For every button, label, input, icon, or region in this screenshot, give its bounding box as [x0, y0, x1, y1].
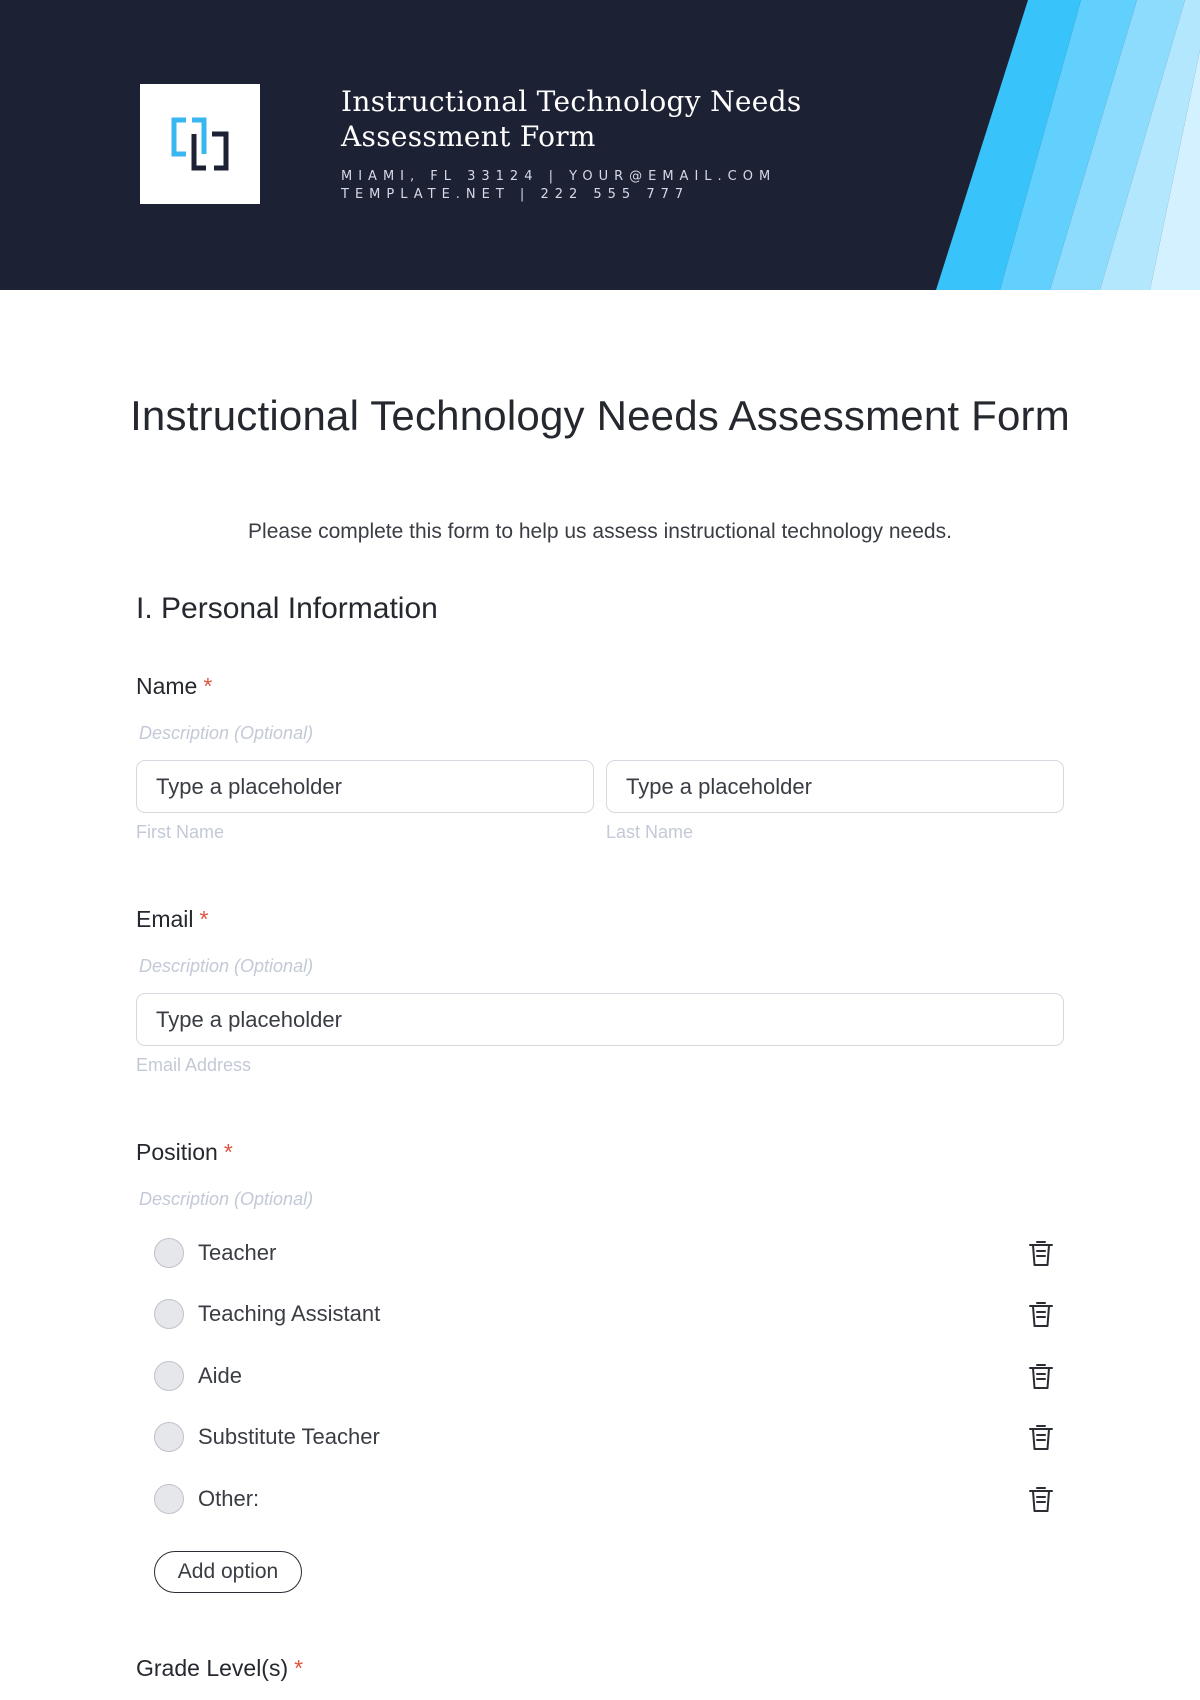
- position-option: [154, 1233, 1054, 1273]
- company-logo: [140, 84, 260, 204]
- email-label: [136, 906, 208, 933]
- trash-icon[interactable]: [1025, 1483, 1057, 1515]
- email-sublabel: Email Address: [136, 1055, 252, 1075]
- first-name-input[interactable]: [136, 760, 594, 813]
- last-name-sublabel: Last Name: [606, 822, 694, 842]
- grade-level-label: [136, 1655, 303, 1682]
- bracket-logo-icon: [168, 112, 232, 176]
- section-title: I. Personal Information: [136, 592, 438, 625]
- last-name-input[interactable]: [606, 760, 1064, 813]
- position-label-text: Position: [136, 1139, 218, 1165]
- radio-button[interactable]: [154, 1484, 184, 1514]
- required-marker: *: [199, 906, 209, 932]
- email-label-text: Email: [136, 906, 194, 932]
- contact-line-1: MIAMI, FL 33124 | YOUR@EMAIL.COM: [341, 169, 777, 184]
- trash-icon[interactable]: [1025, 1360, 1057, 1392]
- banner-title: Instructional Technology Needs Assessment Form: [341, 85, 802, 153]
- name-description[interactable]: Description (Optional): [139, 723, 314, 743]
- option-label[interactable]: Aide: [198, 1363, 243, 1388]
- banner-contact: [341, 168, 776, 204]
- page-subtitle: Please complete this form to help us assess instructional technology needs.: [248, 520, 952, 543]
- name-label: [136, 673, 212, 700]
- name-label-text: Name: [136, 673, 198, 699]
- trash-icon[interactable]: [1025, 1298, 1057, 1330]
- grade-level-label-text: Grade Level(s): [136, 1655, 289, 1681]
- required-marker: *: [203, 673, 213, 699]
- trash-icon[interactable]: [1025, 1421, 1057, 1453]
- contact-line-2: TEMPLATE.NET | 222 555 777: [341, 187, 690, 202]
- option-label[interactable]: Teacher: [198, 1240, 277, 1265]
- radio-button[interactable]: [154, 1299, 184, 1329]
- position-label: [136, 1139, 233, 1166]
- option-label[interactable]: Other:: [198, 1486, 260, 1511]
- option-label[interactable]: Substitute Teacher: [198, 1424, 380, 1449]
- add-option-button[interactable]: Add option: [154, 1551, 302, 1593]
- position-option: [154, 1417, 1054, 1457]
- position-option: [154, 1356, 1054, 1396]
- radio-button[interactable]: [154, 1238, 184, 1268]
- radio-button[interactable]: [154, 1422, 184, 1452]
- required-marker: *: [294, 1655, 304, 1681]
- trash-icon[interactable]: [1025, 1237, 1057, 1269]
- header-banner: [0, 0, 1200, 290]
- first-name-sublabel: First Name: [136, 822, 225, 842]
- position-description[interactable]: Description (Optional): [139, 1189, 314, 1209]
- email-input[interactable]: [136, 993, 1064, 1046]
- email-description[interactable]: Description (Optional): [139, 956, 314, 976]
- position-option: [154, 1294, 1054, 1334]
- radio-button[interactable]: [154, 1361, 184, 1391]
- option-label[interactable]: Teaching Assistant: [198, 1301, 381, 1326]
- position-option: [154, 1479, 1054, 1519]
- page-title: Instructional Technology Needs Assessment Form: [130, 392, 1070, 439]
- required-marker: *: [223, 1139, 233, 1165]
